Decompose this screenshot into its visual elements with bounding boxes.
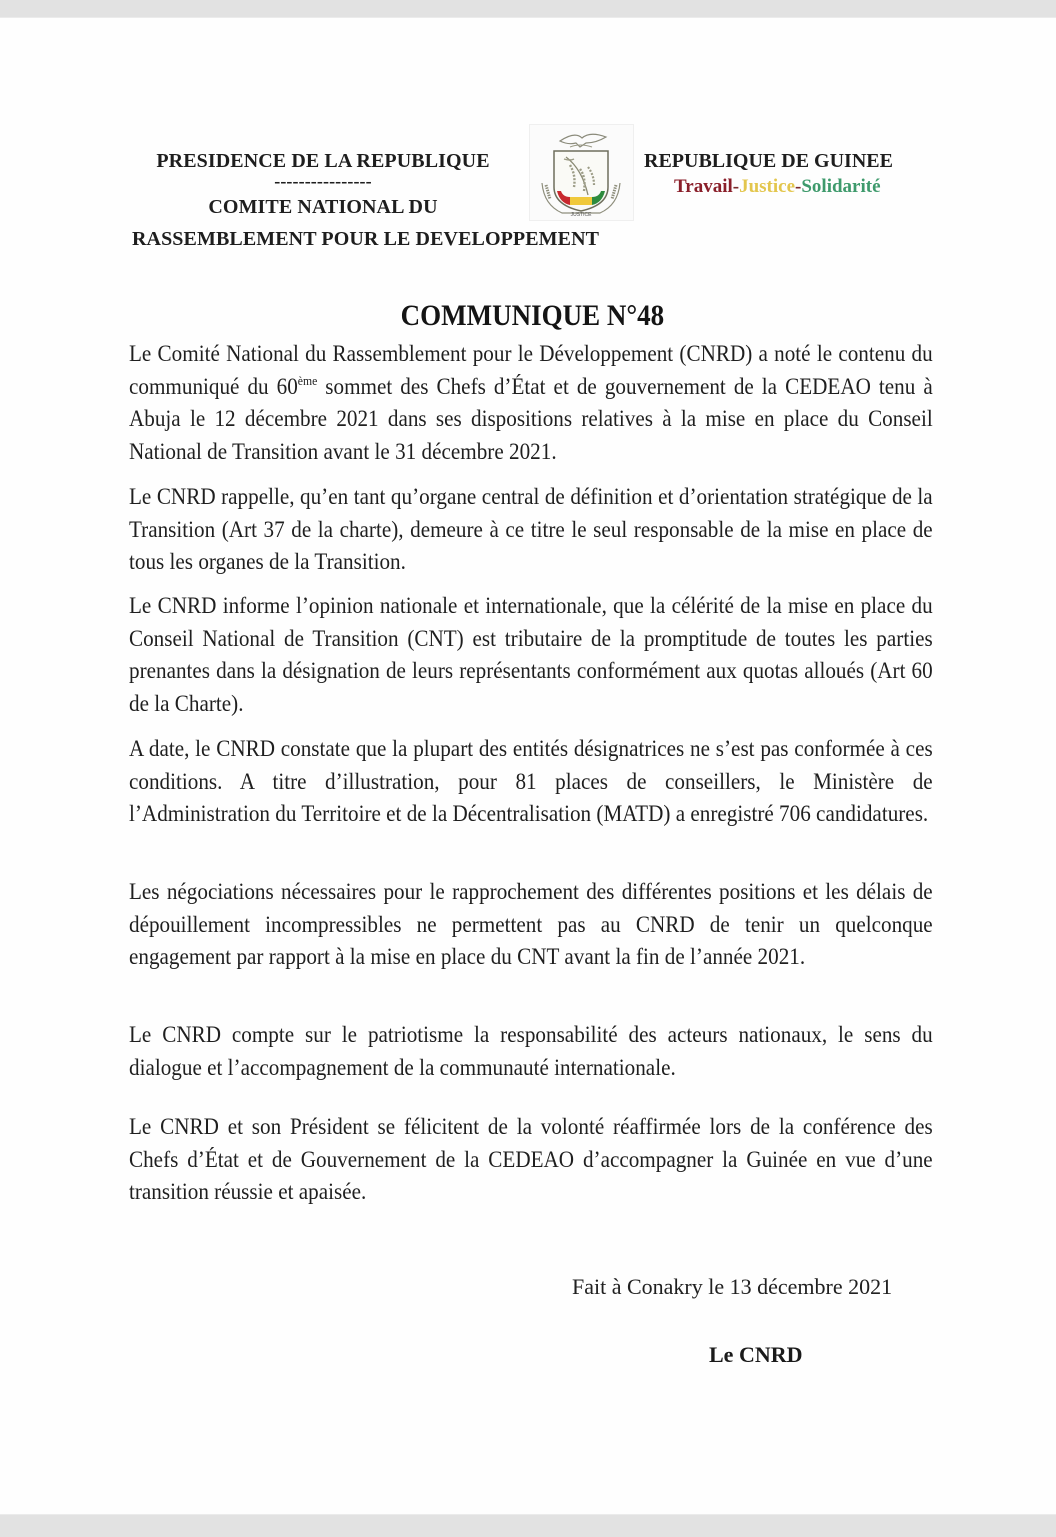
top-gray-band [0,0,1056,18]
motto-separator: - [732,176,740,197]
motto-word-travail: Travail [674,176,733,197]
presidency-label: PRESIDENCE DE LA REPUBLIQUE [156,150,490,172]
motto-word-justice: Justice [739,176,796,197]
paragraph-5: Les négociations nécessaires pour le rapprochement des différentes positions et les délais de dépouillement incompressibles ne permettent pas au CNRD de tenir un quelconque engagement par rapport à la mise en place du CNT avant la fin de l’année 2021. [129,879,933,971]
paragraph-1 [129,338,933,468]
country-name: REPUBLIQUE DE GUINEE [644,150,893,172]
header-separator: ---------------- [274,171,372,191]
communique-title [0,296,1056,336]
paragraph-2: Le CNRD rappelle, qu’en tant qu’organe central de définition et d’orientation stratégique de la Transition (Art 37 de la charte), demeure à ce titre le seul responsable de la mise en place de tous les organes de la Transition. [129,484,933,576]
svg-text:JUSTICE: JUSTICE [570,212,592,218]
paragraph-7: Le CNRD et son Président se félicitent de la volonté réaffirmée lors de la conférence des Chefs d’État et de Gouvernement de la CEDEAO d’accompagner la Guinée en vue d’une transition réussie et apaisée. [129,1114,933,1206]
national-motto [674,174,881,200]
paragraph-6: Le CNRD compte sur le patriotisme la responsabilité des acteurs nationaux, le sens du dialogue et l’accompagnement de la communauté internationale. [129,1022,933,1081]
coat-of-arms-emblem [529,124,634,221]
motto-separator: - [795,176,802,197]
signature: Le CNRD [709,1342,803,1367]
committee-label-line2: RASSEMBLEMENT POUR LE DEVELOPPEMENT [132,228,600,250]
paragraph-1-text: Le Comité National du Rassemblement pour le Développement (CNRD) a noté le contenu du communiqué du 60 [129,341,933,400]
bottom-gray-band [0,1514,1056,1537]
communique-title-text: COMMUNIQUE N°48 [400,299,664,332]
paragraph-1-text-cont: sommet des Chefs d’État et de gouvernement de la CEDEAO tenu à Abuja le 12 décembre 2021 dans ses dispositions relatives à la mise en place du Conseil National de Transition avant le 31 décembre 2021. [129,373,933,465]
committee-label-line1: COMITE NATIONAL DU [208,196,438,218]
ordinal-superscript: ème [297,372,318,388]
place-and-date: Fait à Conakry le 13 décembre 2021 [572,1274,893,1299]
paragraph-3: Le CNRD informe l’opinion nationale et internationale, que la célérité de la mise en place du Conseil National de Transition (CNT) est tributaire de la promptitude de toutes les parties prenantes dans la désignation de leurs représentants conformément aux quotas alloués (Art 60 de la Charte). [129,593,933,717]
paragraph-4: A date, le CNRD constate que la plupart des entités désignatrices ne s’est pas conformée à ces conditions. A titre d’illustration, pour 81 places de conseillers, le Ministère de l’Administration du Territoire et de la Décentralisation (MATD) a enregistré 706 candidatures. [129,736,933,828]
guinea-coat-of-arms-icon [530,125,633,220]
motto-word-solidarite: Solidarité [801,176,881,197]
